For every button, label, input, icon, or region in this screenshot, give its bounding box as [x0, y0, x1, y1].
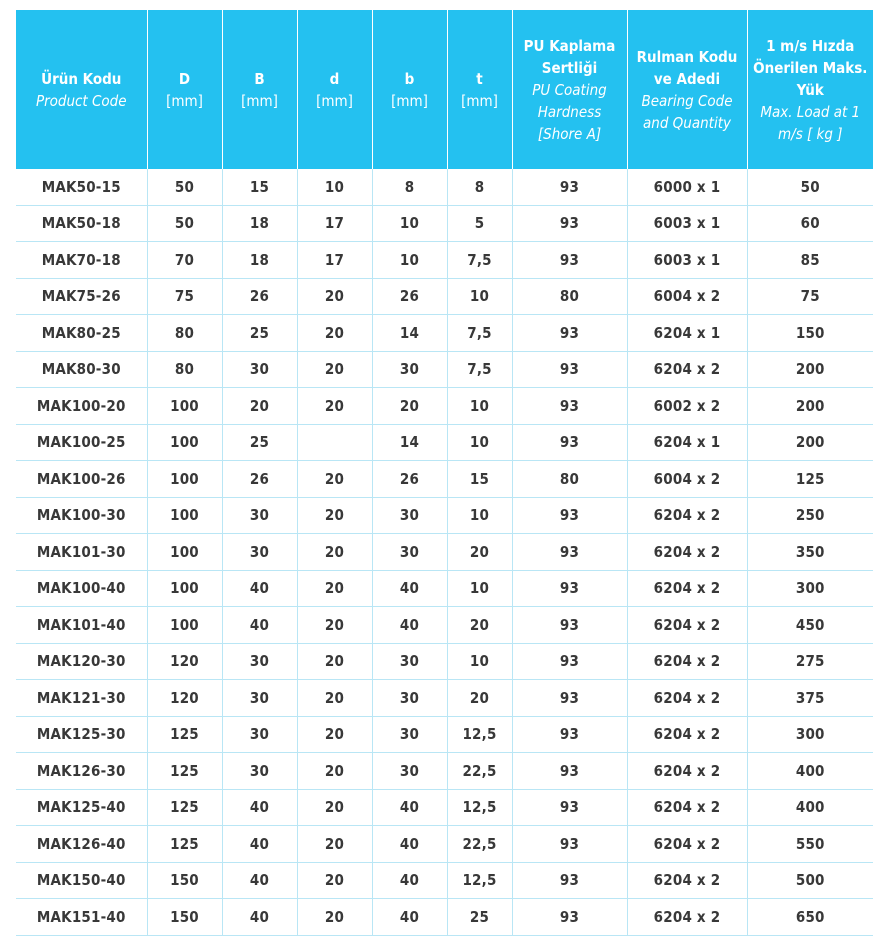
table-cell-thickness: 12,5 [447, 716, 512, 753]
table-cell-bore-width: 40 [372, 899, 447, 936]
table-cell-outer-diameter: 100 [147, 497, 222, 534]
product-table-container [16, 10, 873, 936]
table-cell-width: 30 [222, 351, 297, 388]
table-cell-bore-width: 14 [372, 424, 447, 461]
table-cell-coating-hardness: 93 [512, 169, 627, 205]
table-row [16, 351, 873, 388]
table-body [16, 169, 873, 935]
table-cell-bearing-code: 6204 x 2 [627, 899, 747, 936]
table-cell-inner-diameter: 20 [297, 716, 372, 753]
table-cell-width: 30 [222, 643, 297, 680]
table-cell-outer-diameter: 125 [147, 716, 222, 753]
table-cell-width: 40 [222, 826, 297, 863]
table-cell-width: 40 [222, 570, 297, 607]
table-cell-bearing-code: 6204 x 2 [627, 570, 747, 607]
table-cell-thickness: 10 [447, 388, 512, 425]
table-cell-coating-hardness: 93 [512, 351, 627, 388]
table-cell-max-load: 200 [747, 351, 873, 388]
table-row [16, 753, 873, 790]
table-cell-width: 30 [222, 753, 297, 790]
table-cell-coating-hardness: 93 [512, 388, 627, 425]
table-cell-inner-diameter: 20 [297, 826, 372, 863]
table-cell-outer-diameter: 80 [147, 315, 222, 352]
table-cell-thickness: 20 [447, 534, 512, 571]
table-cell-bearing-code: 6204 x 1 [627, 315, 747, 352]
table-cell-bearing-code: 6204 x 2 [627, 753, 747, 790]
table-cell-max-load: 200 [747, 424, 873, 461]
table-cell-outer-diameter: 120 [147, 643, 222, 680]
table-cell-coating-hardness: 93 [512, 789, 627, 826]
table-cell-coating-hardness: 93 [512, 643, 627, 680]
table-cell-thickness: 10 [447, 570, 512, 607]
table-cell-width: 40 [222, 789, 297, 826]
table-cell-coating-hardness: 93 [512, 424, 627, 461]
table-cell-bore-width: 40 [372, 862, 447, 899]
table-cell-thickness: 15 [447, 461, 512, 498]
table-cell-max-load: 550 [747, 826, 873, 863]
table-cell-bore-width: 8 [372, 169, 447, 205]
table-cell-bearing-code: 6003 x 1 [627, 242, 747, 279]
header-label-en: Product Code [35, 91, 127, 110]
header-label-tr: t [476, 69, 483, 88]
table-cell-inner-diameter: 20 [297, 789, 372, 826]
table-row [16, 205, 873, 242]
table-cell-inner-diameter: 20 [297, 570, 372, 607]
table-cell-inner-diameter: 20 [297, 680, 372, 717]
table-cell-max-load: 200 [747, 388, 873, 425]
table-cell-max-load: 350 [747, 534, 873, 571]
table-cell-bore-width: 10 [372, 242, 447, 279]
table-cell-product-code: MAK70-18 [16, 242, 147, 279]
table-cell-product-code: MAK100-26 [16, 461, 147, 498]
table-cell-max-load: 60 [747, 205, 873, 242]
table-cell-max-load: 450 [747, 607, 873, 644]
table-cell-width: 18 [222, 242, 297, 279]
table-row [16, 461, 873, 498]
table-cell-coating-hardness: 93 [512, 716, 627, 753]
table-cell-max-load: 400 [747, 789, 873, 826]
table-cell-inner-diameter: 20 [297, 643, 372, 680]
table-cell-max-load: 500 [747, 862, 873, 899]
table-cell-thickness: 5 [447, 205, 512, 242]
table-cell-inner-diameter: 10 [297, 169, 372, 205]
table-cell-bearing-code: 6204 x 2 [627, 680, 747, 717]
table-cell-outer-diameter: 125 [147, 826, 222, 863]
table-cell-bearing-code: 6204 x 2 [627, 607, 747, 644]
table-cell-width: 26 [222, 461, 297, 498]
table-cell-thickness: 7,5 [447, 242, 512, 279]
table-cell-coating-hardness: 93 [512, 862, 627, 899]
table-cell-outer-diameter: 100 [147, 424, 222, 461]
table-cell-product-code: MAK125-30 [16, 716, 147, 753]
table-cell-bearing-code: 6204 x 2 [627, 789, 747, 826]
table-cell-bearing-code: 6204 x 2 [627, 497, 747, 534]
table-cell-bore-width: 30 [372, 497, 447, 534]
table-cell-bearing-code: 6204 x 2 [627, 643, 747, 680]
table-cell-outer-diameter: 70 [147, 242, 222, 279]
table-cell-bearing-code: 6204 x 2 [627, 351, 747, 388]
table-cell-inner-diameter: 17 [297, 242, 372, 279]
table-cell-outer-diameter: 100 [147, 570, 222, 607]
table-cell-bearing-code: 6002 x 2 [627, 388, 747, 425]
header-label-en: [mm] [166, 91, 203, 110]
table-cell-max-load: 300 [747, 570, 873, 607]
table-cell-width: 15 [222, 169, 297, 205]
table-cell-bore-width: 40 [372, 570, 447, 607]
table-cell-max-load: 375 [747, 680, 873, 717]
table-row [16, 680, 873, 717]
table-cell-thickness: 22,5 [447, 826, 512, 863]
table-cell-product-code: MAK80-25 [16, 315, 147, 352]
table-cell-bore-width: 40 [372, 826, 447, 863]
table-cell-product-code: MAK50-18 [16, 205, 147, 242]
table-cell-bearing-code: 6004 x 2 [627, 461, 747, 498]
table-row [16, 388, 873, 425]
header-label-tr: B [254, 69, 265, 88]
table-cell-outer-diameter: 50 [147, 205, 222, 242]
table-cell-width: 25 [222, 424, 297, 461]
header-max-load [747, 10, 873, 169]
table-cell-bearing-code: 6000 x 1 [627, 169, 747, 205]
table-cell-outer-diameter: 100 [147, 534, 222, 571]
table-cell-bore-width: 30 [372, 351, 447, 388]
table-cell-product-code: MAK101-30 [16, 534, 147, 571]
header-label-en: [mm] [241, 91, 278, 110]
table-cell-bearing-code: 6204 x 2 [627, 826, 747, 863]
table-cell-inner-diameter: 17 [297, 205, 372, 242]
table-cell-inner-diameter: 20 [297, 351, 372, 388]
table-row [16, 899, 873, 936]
table-cell-max-load: 400 [747, 753, 873, 790]
table-cell-max-load: 125 [747, 461, 873, 498]
table-cell-thickness: 7,5 [447, 315, 512, 352]
header-label-tr: Rulman Kodu ve Adedi [636, 47, 738, 88]
table-cell-inner-diameter: 20 [297, 461, 372, 498]
table-cell-outer-diameter: 75 [147, 278, 222, 315]
table-cell-max-load: 75 [747, 278, 873, 315]
table-cell-max-load: 650 [747, 899, 873, 936]
table-cell-width: 40 [222, 899, 297, 936]
table-cell-inner-diameter: 20 [297, 315, 372, 352]
table-cell-thickness: 25 [447, 899, 512, 936]
table-row [16, 570, 873, 607]
table-cell-coating-hardness: 93 [512, 205, 627, 242]
table-cell-bore-width: 40 [372, 607, 447, 644]
header-label-en: [mm] [391, 91, 428, 110]
header-label-en: PU Coating Hardness [Shore A] [532, 80, 607, 143]
header-label-en: [mm] [316, 91, 353, 110]
header-label-tr: PU Kaplama Sertliği [523, 36, 616, 77]
table-row [16, 242, 873, 279]
table-cell-inner-diameter: 20 [297, 497, 372, 534]
table-cell-width: 30 [222, 716, 297, 753]
table-cell-inner-diameter: 20 [297, 278, 372, 315]
table-cell-bore-width: 20 [372, 388, 447, 425]
header-label-en: Bearing Code and Quantity [641, 91, 733, 132]
header-label-tr: Ürün Kodu [41, 69, 122, 88]
header-label-tr: D [178, 69, 191, 88]
table-cell-bearing-code: 6004 x 2 [627, 278, 747, 315]
table-cell-width: 30 [222, 497, 297, 534]
table-row [16, 424, 873, 461]
table-cell-width: 40 [222, 862, 297, 899]
table-row [16, 789, 873, 826]
table-cell-thickness: 20 [447, 607, 512, 644]
table-cell-bore-width: 30 [372, 753, 447, 790]
header-bearing-code [627, 10, 747, 169]
table-cell-outer-diameter: 80 [147, 351, 222, 388]
table-row [16, 716, 873, 753]
table-row [16, 862, 873, 899]
header-width [222, 10, 297, 169]
table-cell-thickness: 8 [447, 169, 512, 205]
table-cell-coating-hardness: 93 [512, 315, 627, 352]
table-cell-bore-width: 30 [372, 643, 447, 680]
table-cell-coating-hardness: 93 [512, 497, 627, 534]
table-cell-outer-diameter: 100 [147, 388, 222, 425]
table-cell-max-load: 150 [747, 315, 873, 352]
table-cell-product-code: MAK126-40 [16, 826, 147, 863]
table-cell-max-load: 250 [747, 497, 873, 534]
table-cell-inner-diameter: 20 [297, 899, 372, 936]
table-cell-product-code: MAK50-15 [16, 169, 147, 205]
table-row [16, 643, 873, 680]
table-row [16, 169, 873, 205]
table-cell-thickness: 12,5 [447, 789, 512, 826]
table-cell-outer-diameter: 50 [147, 169, 222, 205]
table-cell-outer-diameter: 150 [147, 862, 222, 899]
table-cell-product-code: MAK125-40 [16, 789, 147, 826]
header-thickness [447, 10, 512, 169]
table-cell-bore-width: 26 [372, 461, 447, 498]
table-cell-bore-width: 30 [372, 680, 447, 717]
table-cell-coating-hardness: 93 [512, 607, 627, 644]
table-cell-product-code: MAK80-30 [16, 351, 147, 388]
table-row [16, 826, 873, 863]
table-cell-outer-diameter: 100 [147, 461, 222, 498]
header-outer-diameter [147, 10, 222, 169]
table-cell-thickness: 10 [447, 643, 512, 680]
header-label-tr: b [404, 69, 415, 88]
table-cell-width: 25 [222, 315, 297, 352]
header-product-code [16, 10, 147, 169]
table-cell-max-load: 275 [747, 643, 873, 680]
table-cell-width: 20 [222, 388, 297, 425]
table-cell-inner-diameter [297, 424, 372, 461]
table-cell-bore-width: 30 [372, 534, 447, 571]
table-row [16, 315, 873, 352]
product-spec-table [16, 10, 873, 936]
table-cell-product-code: MAK120-30 [16, 643, 147, 680]
table-cell-outer-diameter: 150 [147, 899, 222, 936]
table-cell-product-code: MAK75-26 [16, 278, 147, 315]
table-cell-width: 26 [222, 278, 297, 315]
table-cell-outer-diameter: 100 [147, 607, 222, 644]
table-row [16, 607, 873, 644]
table-cell-outer-diameter: 125 [147, 789, 222, 826]
table-cell-product-code: MAK151-40 [16, 899, 147, 936]
table-cell-coating-hardness: 80 [512, 461, 627, 498]
header-coating-hardness [512, 10, 627, 169]
table-cell-thickness: 10 [447, 497, 512, 534]
table-cell-inner-diameter: 20 [297, 388, 372, 425]
table-cell-coating-hardness: 93 [512, 242, 627, 279]
table-cell-max-load: 300 [747, 716, 873, 753]
table-cell-product-code: MAK121-30 [16, 680, 147, 717]
table-cell-width: 30 [222, 680, 297, 717]
table-cell-product-code: MAK100-30 [16, 497, 147, 534]
table-cell-inner-diameter: 20 [297, 607, 372, 644]
table-cell-thickness: 7,5 [447, 351, 512, 388]
table-cell-width: 18 [222, 205, 297, 242]
table-row [16, 497, 873, 534]
table-cell-product-code: MAK150-40 [16, 862, 147, 899]
table-cell-bore-width: 40 [372, 789, 447, 826]
header-inner-diameter [297, 10, 372, 169]
table-cell-thickness: 20 [447, 680, 512, 717]
table-cell-product-code: MAK126-30 [16, 753, 147, 790]
table-cell-thickness: 12,5 [447, 862, 512, 899]
table-cell-thickness: 22,5 [447, 753, 512, 790]
table-cell-product-code: MAK100-40 [16, 570, 147, 607]
table-cell-bearing-code: 6204 x 2 [627, 862, 747, 899]
table-cell-thickness: 10 [447, 278, 512, 315]
table-cell-thickness: 10 [447, 424, 512, 461]
table-cell-max-load: 50 [747, 169, 873, 205]
table-row [16, 534, 873, 571]
table-cell-coating-hardness: 93 [512, 680, 627, 717]
table-cell-inner-diameter: 20 [297, 753, 372, 790]
table-cell-outer-diameter: 125 [147, 753, 222, 790]
table-cell-coating-hardness: 93 [512, 534, 627, 571]
table-cell-bore-width: 10 [372, 205, 447, 242]
table-cell-coating-hardness: 93 [512, 570, 627, 607]
table-cell-inner-diameter: 20 [297, 534, 372, 571]
table-cell-max-load: 85 [747, 242, 873, 279]
table-cell-product-code: MAK100-25 [16, 424, 147, 461]
table-cell-bore-width: 14 [372, 315, 447, 352]
table-cell-bearing-code: 6204 x 2 [627, 716, 747, 753]
table-cell-coating-hardness: 80 [512, 278, 627, 315]
table-cell-coating-hardness: 93 [512, 899, 627, 936]
table-header [16, 10, 873, 169]
table-cell-width: 30 [222, 534, 297, 571]
header-label-tr: d [329, 69, 340, 88]
table-cell-bearing-code: 6204 x 1 [627, 424, 747, 461]
table-cell-width: 40 [222, 607, 297, 644]
table-cell-outer-diameter: 120 [147, 680, 222, 717]
header-bore-width [372, 10, 447, 169]
table-cell-bore-width: 26 [372, 278, 447, 315]
table-cell-bearing-code: 6204 x 2 [627, 534, 747, 571]
header-label-en: [mm] [461, 91, 498, 110]
table-cell-bearing-code: 6003 x 1 [627, 205, 747, 242]
header-row [16, 10, 873, 169]
table-cell-coating-hardness: 93 [512, 826, 627, 863]
header-label-en: Max. Load at 1 m/s [ kg ] [760, 102, 861, 143]
table-cell-inner-diameter: 20 [297, 862, 372, 899]
table-cell-product-code: MAK100-20 [16, 388, 147, 425]
table-cell-product-code: MAK101-40 [16, 607, 147, 644]
table-cell-bore-width: 30 [372, 716, 447, 753]
header-label-tr: 1 m/s Hızda Önerilen Maks. Yük [753, 36, 868, 99]
table-row [16, 278, 873, 315]
table-cell-coating-hardness: 93 [512, 753, 627, 790]
